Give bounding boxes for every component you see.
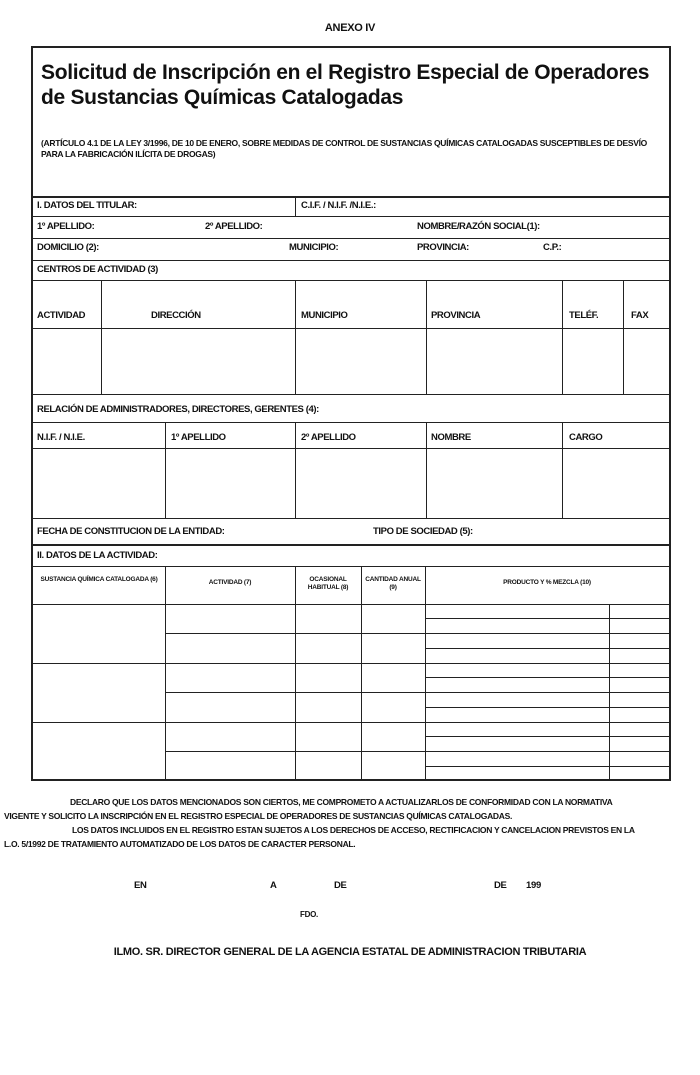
nombre-label[interactable]: NOMBRE/RAZÓN SOCIAL(1): xyxy=(417,221,540,232)
divider xyxy=(425,766,669,767)
fecha-label[interactable]: FECHA DE CONSTITUCION DE LA ENTIDAD: xyxy=(37,526,225,537)
col-cargo: CARGO xyxy=(569,432,603,443)
divider xyxy=(33,238,669,239)
cif-label[interactable]: C.I.F. / N.I.F. /N.I.E.: xyxy=(301,200,376,211)
divider xyxy=(425,648,669,649)
divider xyxy=(165,633,425,634)
col-cantidad: CANTIDAD ANUAL (9) xyxy=(365,576,421,591)
divider xyxy=(425,677,669,678)
divider xyxy=(165,692,425,693)
divider xyxy=(425,566,426,781)
title-block xyxy=(33,48,669,190)
relacion-label: RELACIÓN DE ADMINISTRADORES, DIRECTORES, GERENTES (4): xyxy=(37,404,319,415)
divider xyxy=(295,280,296,394)
divider xyxy=(33,394,669,395)
declaration-line3: LOS DATOS INCLUIDOS EN EL REGISTRO ESTAN SUJETOS A LOS DERECHOS DE ACCESO, RECTIFICACION Y CANCELACION PREVISTOS EN LA xyxy=(72,825,635,835)
col-nif: N.I.F. / N.I.E. xyxy=(37,432,85,443)
apellido2-label[interactable]: 2º APELLIDO: xyxy=(205,221,263,232)
divider xyxy=(426,422,427,518)
col-producto: PRODUCTO Y % MEZCLA (10) xyxy=(503,579,591,586)
tipo-label[interactable]: TIPO DE SOCIEDAD (5): xyxy=(373,526,473,537)
sig-a: A xyxy=(270,880,277,891)
col-fax: FAX xyxy=(631,310,649,321)
col-direccion: DIRECCIÓN xyxy=(151,310,201,321)
divider xyxy=(425,692,669,693)
divider xyxy=(33,216,669,217)
sig-de2: DE xyxy=(494,880,507,891)
divider xyxy=(425,707,669,708)
divider xyxy=(33,260,669,261)
divider xyxy=(33,280,669,281)
divider xyxy=(425,751,669,752)
divider xyxy=(425,736,669,737)
divider xyxy=(33,544,669,546)
divider xyxy=(295,422,296,518)
apellido1-label[interactable]: 1º APELLIDO: xyxy=(37,221,95,232)
application-form xyxy=(31,46,671,781)
col-actividad: ACTIVIDAD xyxy=(37,310,86,321)
section1-heading: I. DATOS DEL TITULAR: xyxy=(37,200,137,211)
form-subtitle: (ARTÍCULO 4.1 DE LA LEY 3/1996, DE 10 DE ENERO, SOBRE MEDIDAS DE CONTROL DE SUSTANCIAS QUÍMICAS CATALOGADAS SUSCEPTIBLES DE DESVÍO PARA LA FABRICACIÓN ILÍCITA DE DROGAS) xyxy=(41,138,647,159)
divider xyxy=(33,663,669,664)
declaration-line2: VIGENTE Y SOLICITO LA INSCRIPCIÓN EN EL REGISTRO ESPECIAL DE OPERADORES DE SUSTANCIAS QUÍMICAS CATALOGADAS. xyxy=(4,811,513,821)
declaration-line1: DECLARO QUE LOS DATOS MENCIONADOS SON CIERTOS, ME COMPROMETO A ACTUALIZARLOS DE CONFORMIDAD CON LA NORMATIVA xyxy=(70,797,613,807)
divider xyxy=(562,422,563,518)
divider xyxy=(33,448,669,449)
divider xyxy=(33,328,669,329)
divider xyxy=(361,566,362,781)
annex-label: ANEXO IV xyxy=(324,22,376,34)
divider xyxy=(33,566,669,567)
col-provincia: PROVINCIA xyxy=(431,310,481,321)
divider xyxy=(33,604,669,605)
sig-en: EN xyxy=(134,880,147,891)
divider xyxy=(165,566,166,781)
col-telef: TELÉF. xyxy=(569,310,599,321)
divider xyxy=(165,422,166,518)
divider xyxy=(295,566,296,781)
divider xyxy=(101,280,102,394)
divider xyxy=(33,422,669,423)
centros-label: CENTROS DE ACTIVIDAD (3) xyxy=(37,264,158,275)
sig-fdo: FDO. xyxy=(300,910,318,919)
col-sustancia: SUSTANCIA QUÍMICA CATALOGADA (6) xyxy=(40,576,158,583)
addressee: ILMO. SR. DIRECTOR GENERAL DE LA AGENCIA ESTATAL DE ADMINISTRACION TRIBUTARIA xyxy=(113,946,587,958)
divider xyxy=(562,280,563,394)
col-ocasional: OCASIONAL HABITUAL (8) xyxy=(307,576,349,591)
divider xyxy=(425,633,669,634)
col-apellido1: 1º APELLIDO xyxy=(171,432,226,443)
form-title: Solicitud de Inscripción en el Registro Especial de Operadores de Sustancias Químicas Catalogadas xyxy=(41,61,650,109)
section2-heading: II. DATOS DE LA ACTIVIDAD: xyxy=(37,550,158,561)
domicilio-label[interactable]: DOMICILIO (2): xyxy=(37,242,99,253)
sig-year: 199 xyxy=(526,880,541,891)
col-actividad2: ACTIVIDAD (7) xyxy=(208,579,252,586)
divider xyxy=(425,618,669,619)
declaration-line4: L.O. 5/1992 DE TRATAMIENTO AUTOMATIZADO DE LOS DATOS DE CARACTER PERSONAL. xyxy=(4,839,356,849)
divider xyxy=(295,196,296,216)
col-apellido2: 2º APELLIDO xyxy=(301,432,356,443)
divider xyxy=(33,722,669,723)
divider xyxy=(426,280,427,394)
divider xyxy=(623,280,624,394)
divider xyxy=(165,751,425,752)
cp-label[interactable]: C.P.: xyxy=(543,242,562,253)
divider xyxy=(33,196,669,198)
municipio-label[interactable]: MUNICIPIO: xyxy=(289,242,339,253)
sig-de1: DE xyxy=(334,880,347,891)
col-municipio: MUNICIPIO xyxy=(301,310,348,321)
divider xyxy=(33,518,669,519)
col-nombre: NOMBRE xyxy=(431,432,471,443)
provincia-label[interactable]: PROVINCIA: xyxy=(417,242,469,253)
